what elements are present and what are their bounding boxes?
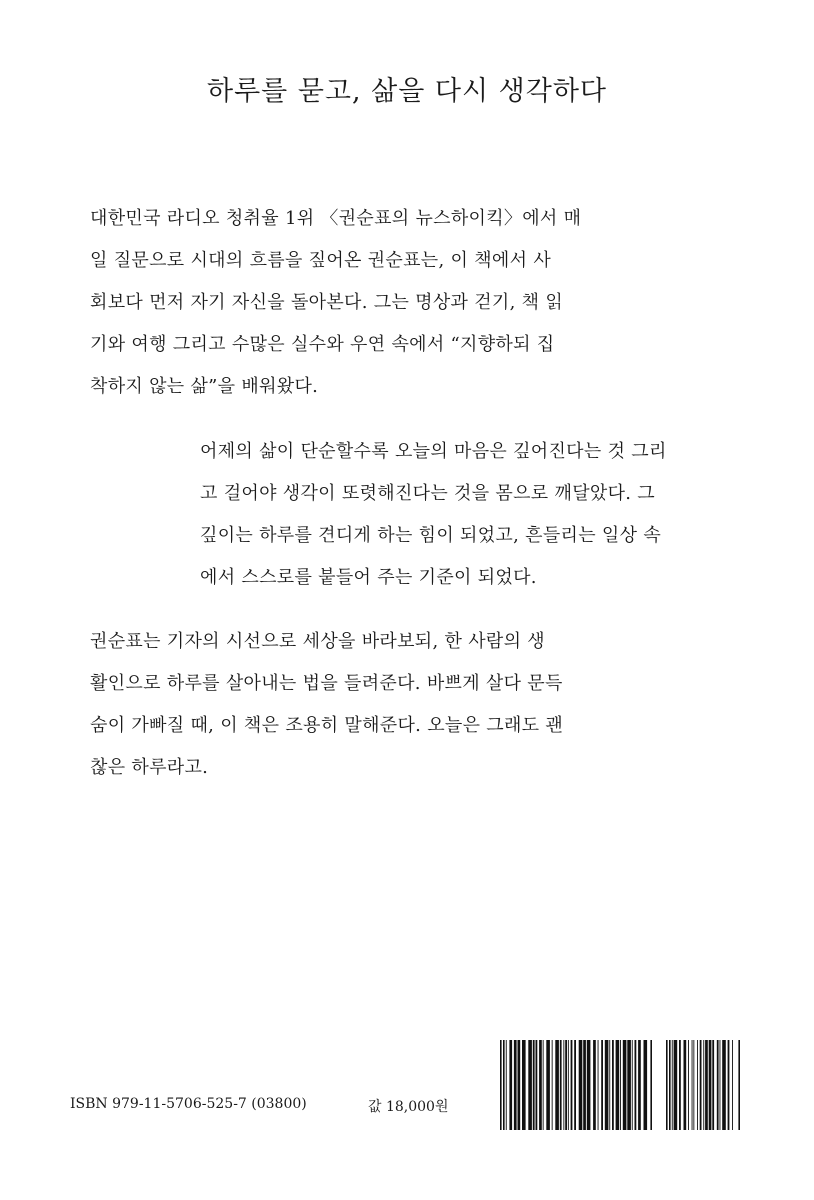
- text-line: 어제의 삶이 단순할수록 오늘의 마음은 깊어진다는 것 그리: [200, 441, 667, 462]
- text-line: 착하지 않는 삶”을 배워왔다.: [90, 376, 319, 397]
- text-line: 회보다 먼저 자기 자신을 돌아본다. 그는 명상과 걷기, 책 읽: [90, 292, 564, 313]
- text-line: 숨이 가빠질 때, 이 책은 조용히 말해준다. 오늘은 그래도 괜: [90, 715, 564, 736]
- text-line: 일 질문으로 시대의 흐름을 짚어온 권순표는, 이 책에서 사: [90, 250, 552, 271]
- text-line: 활인으로 하루를 살아내는 법을 들려준다. 바쁘게 살다 문득: [90, 673, 563, 694]
- blurb-paragraph-3: [90, 621, 563, 789]
- text-line: 기와 여행 그리고 수많은 실수와 우연 속에서 “지향하되 집: [90, 334, 555, 355]
- blurb-paragraph-2: [200, 431, 667, 599]
- book-back-title: 하루를 묻고, 삶을 다시 생각하다: [207, 76, 607, 107]
- text-line: 대한민국 라디오 청취율 1위 〈권순표의 뉴스하이킥〉에서 매: [90, 208, 582, 229]
- text-line: 찮은 하루라고.: [90, 757, 209, 778]
- isbn-label: ISBN 979-11-5706-525-7 (03800): [70, 1096, 307, 1112]
- price-label: 값 18,000원: [368, 1099, 449, 1115]
- text-line: 권순표는 기자의 시선으로 세상을 바라보되, 한 사람의 생: [90, 631, 545, 652]
- barcode-image: [500, 1040, 740, 1130]
- blurb-paragraph-1: [90, 198, 581, 408]
- text-line: 에서 스스로를 붙들어 주는 기준이 되었다.: [200, 567, 537, 588]
- text-line: 깊이는 하루를 견디게 하는 힘이 되었고, 흔들리는 일상 속: [200, 525, 662, 546]
- text-line: 고 걸어야 생각이 또렷해진다는 것을 몸으로 깨달았다. 그: [200, 483, 655, 504]
